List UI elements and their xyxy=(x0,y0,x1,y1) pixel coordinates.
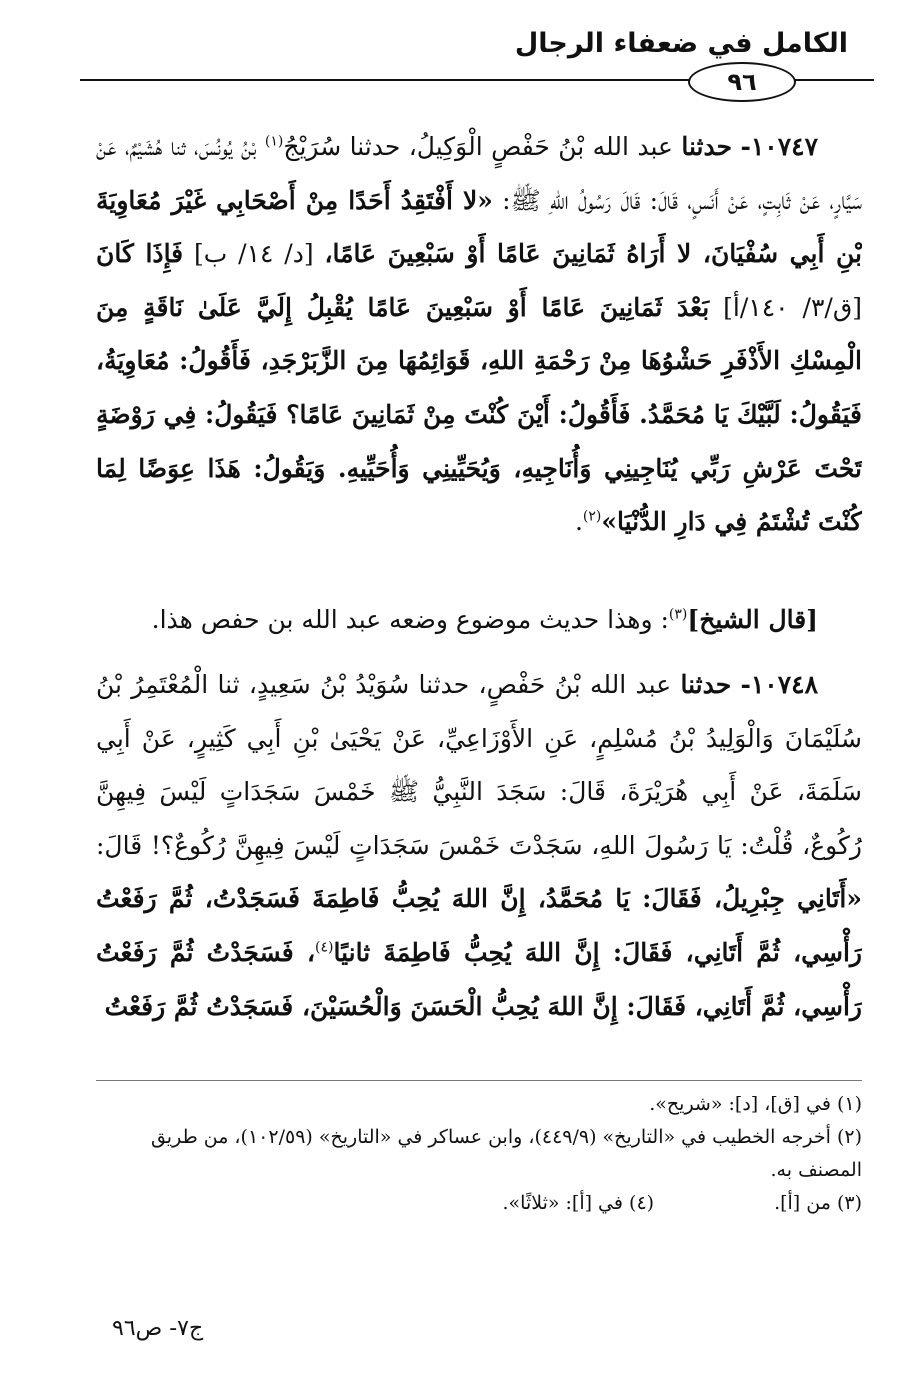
shaykh-note xyxy=(96,598,862,642)
manuscript-ref: [د/ ١٤/ ب] xyxy=(194,239,314,269)
footnote-3: (٣) من [أ]. xyxy=(774,1192,862,1214)
matn-text: بَعْدَ ثَمَانِينَ عَامًا أَوْ سَبْعِينَ عَامًا يُقْبِلُ إِلَيَّ عَلَىٰ نَاقَةٍ مِنَ الْمِسْكِ الأَذْفَرِ حَشْوُهَا مِنْ رَحْمَةِ اللهِ، قَوَائِمُهَا مِنَ الزَّبَرْجَدِ، فَأَقُولُ: مُعَاوِيَةُ، فَيَقُولُ: لَبَّيْكَ يَا مُحَمَّدُ. فَأَقُولُ: أَيْنَ كُنْتَ مِنْ ثَمَانِينَ عَامًا؟ فَيَقُولُ: فِي رَوْضَةٍ تَحْتَ عَرْشِ رَبِّي يُنَاجِينِي وَأُنَاجِيهِ، وَيُحَيِّينِي وَأُحَيِّيهِ. وَيَقُولُ: هَذَا عِوَضًا لِمَا كُنْتَ تُشْتَمُ فِي دَارِ الدُّنْيَا» xyxy=(96,292,862,537)
shaykh-note-text: : وهذا حديث موضوع وضعه عبد الله بن حفص هذا. xyxy=(151,605,669,634)
isnad-text: عبد الله بْنُ حَفْصٍ الْوَكِيلُ، حدثنا سُرَيْجُ xyxy=(283,132,673,161)
hadith-10748-paragraph xyxy=(96,658,862,1033)
hadith-10747 xyxy=(96,120,862,590)
sentence-end: . xyxy=(574,507,583,537)
shaykh-note-label: [قال الشيخ] xyxy=(687,605,818,634)
matn-text: «أَتَانِي جِبْرِيلُ، فَقَالَ: يَا مُحَمَّدُ، إِنَّ اللهَ يُحِبُّ فَاطِمَةَ فَسَجَدْتُ، ثُمَّ رَفَعْتُ رَأْسِي، ثُمَّ أَتَانِي، فَقَالَ: إِنَّ اللهَ يُحِبُّ فَاطِمَةَ ثانيًا xyxy=(96,884,862,967)
footnote-mark: (٤) xyxy=(315,939,334,956)
footnotes xyxy=(96,1088,862,1220)
isnad-text: عبد الله بْنُ حَفْصٍ، حدثنا سُوَيْدُ بْنُ سَعِيدٍ، ثنا الْمُعْتَمِرُ بْنُ سُلَيْمَانَ وَالْوَلِيدُ بْنُ مُسْلِمٍ، عَنِ الأَوْزَاعِيِّ، عَنْ يَحْيَىٰ بْنِ أَبِي كَثِيرٍ، عَنْ أَبِي سَلَمَةَ، عَنْ أَبِي هُرَيْرَةَ، قَالَ: سَجَدَ النَّبِيُّ ﷺ خَمْسَ سَجَدَاتٍ لَيْسَ فِيهِنَّ رُكُوعٌ، قُلْتُ: يَا رَسُولَ اللهِ، سَجَدْتَ خَمْسَ سَجَدَاتٍ لَيْسَ فِيهِنَّ رُكُوعٌ؟! قَالَ: xyxy=(96,670,862,860)
footnote-divider xyxy=(96,1080,862,1081)
footnote-row xyxy=(96,1187,862,1220)
footnote-mark: (٣) xyxy=(668,606,688,623)
hadith-lead-word: حدثنا xyxy=(681,132,733,161)
footnote-2: (٢) أخرجه الخطيب في «التاريخ» (٤٤٩/٩)، وابن عساكر في «التاريخ» (١٠٢/٥٩)، من طريق المصنف به. xyxy=(150,1126,862,1181)
matn-text: فَإِذَا كَانَ xyxy=(96,239,184,269)
matn-text: «لا أَفْتَقِدُ أَحَدًا مِنْ أَصْحَابِي غَيْرَ مُعَاوِيَةَ بْنِ أَبِي سُفْيَانَ، لا أَرَاهُ ثَمَانِينَ عَامًا أَوْ سَبْعِينَ عَامًا، xyxy=(96,185,862,269)
hadith-number: ١٠٧٤٨- xyxy=(740,670,819,699)
isnad-text: بْنُ يُونُسَ، ثنا هُشَيْمٌ، عَنْ سَيَّارٍ، عَنْ ثَابِتٍ، عَنْ أَنَسٍ، قَالَ: قَالَ رَسُولُ اللهِ ﷺ: xyxy=(96,132,862,215)
hadith-lead-word: حدثنا xyxy=(680,670,732,699)
matn-text: ، فَسَجَدْتُ ثُمَّ رَفَعْتُ رَأْسِي، ثُمَّ أَتَانِي، فَقَالَ: إِنَّ اللهَ يُحِبُّ الْحَسَنَ وَالْحُسَيْنَ، فَسَجَدْتُ ثُمَّ رَفَعْتُ xyxy=(96,937,862,1021)
footnote-4: (٤) في [أ]: «ثلاثًا». xyxy=(502,1192,655,1214)
footnote-mark: (١) xyxy=(264,133,284,150)
hadith-number: ١٠٧٤٧- xyxy=(740,132,819,161)
manuscript-ref: [ق/٣/ ١٤٠/أ] xyxy=(723,292,862,322)
page-number-oval xyxy=(688,62,796,102)
footnote-1: (١) في [ق]، [د]: «شريح». xyxy=(649,1093,862,1115)
footnote-mark: (٢) xyxy=(582,508,602,525)
hadith-10748 xyxy=(96,658,862,1058)
page-number: ٩٦ xyxy=(727,68,757,96)
page-reference: ج٧- ص٩٦ xyxy=(112,1316,204,1341)
running-title: الكامل في ضعفاء الرجال xyxy=(514,28,848,59)
hadith-10747-paragraph xyxy=(96,120,862,549)
